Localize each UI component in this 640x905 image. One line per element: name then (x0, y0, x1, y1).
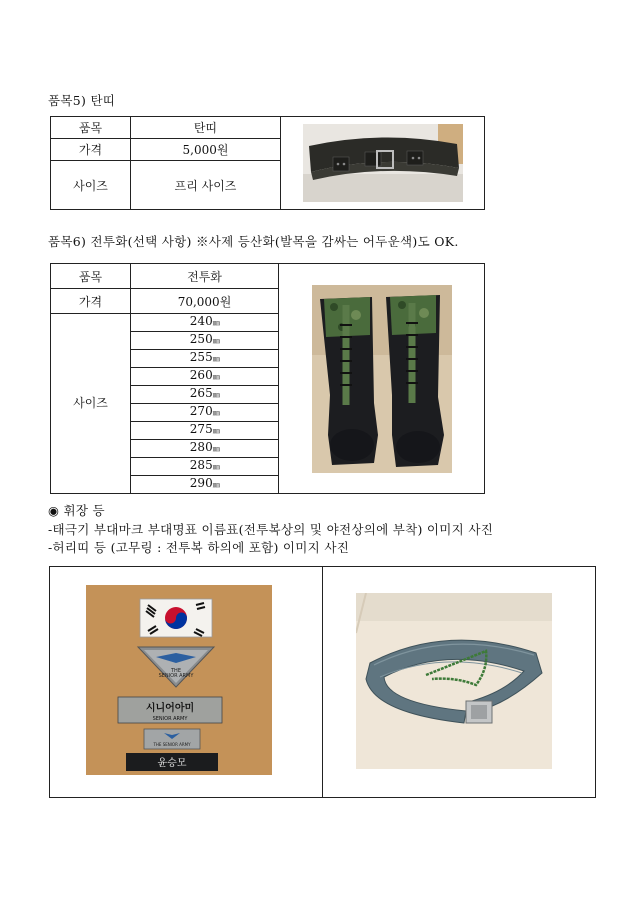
size-unit: ㎜ (212, 373, 220, 381)
size-unit: ㎜ (212, 337, 220, 345)
svg-text:SENIOR ARMY: SENIOR ARMY (158, 673, 194, 679)
size-value: 290 (189, 476, 213, 490)
size-cell (131, 350, 279, 368)
item5-label-size: 사이즈 (51, 161, 131, 210)
insignia-line1: -태극기 부대마크 부대명표 이름표(전투복상의 및 야전상의에 부착) 이미지 사진 (48, 522, 494, 537)
size-cell (131, 314, 279, 332)
svg-text:THE: THE (171, 668, 181, 674)
item6-value-price: 70,000원 (131, 289, 279, 314)
size-value: 275 (189, 422, 213, 436)
item5-value-size: 프리 사이즈 (131, 161, 281, 210)
size-value: 270 (189, 404, 213, 418)
size-unit: ㎜ (212, 391, 220, 399)
item5-value-price: 5,000원 (131, 139, 281, 161)
combat-boots-photo (312, 285, 452, 473)
item6-label-price: 가격 (51, 289, 131, 314)
size-value: 285 (189, 458, 213, 472)
boots-photo-cell (279, 264, 485, 494)
insignia-photo-frame (49, 566, 596, 798)
belt-photo-cell (281, 117, 485, 210)
item5-label-name: 품목 (51, 117, 131, 139)
patches-photo (86, 585, 272, 775)
svg-text:시니어아미: 시니어아미 (145, 703, 195, 714)
size-cell (131, 440, 279, 458)
size-value: 260 (189, 368, 213, 382)
size-cell (131, 404, 279, 422)
size-unit: ㎜ (212, 355, 220, 363)
size-unit: ㎜ (212, 427, 220, 435)
size-cell (131, 458, 279, 476)
size-unit: ㎜ (212, 445, 220, 453)
size-value: 280 (189, 440, 213, 454)
size-value: 250 (189, 332, 213, 346)
size-value: 265 (189, 386, 213, 400)
item5-value-name: 탄띠 (131, 117, 281, 139)
svg-text:SENIOR ARMY: SENIOR ARMY (152, 716, 188, 722)
size-value: 240 (189, 314, 213, 328)
unit-name-patch (118, 697, 222, 723)
frame-divider (322, 567, 323, 797)
item6-label-size: 사이즈 (51, 314, 131, 494)
size-unit: ㎜ (212, 463, 220, 471)
svg-text:윤승모: 윤승모 (157, 758, 187, 769)
insignia-line2: -허리띠 등 (고무링 : 전투복 하의에 포함) 이미지 사진 (48, 540, 350, 555)
item6-heading: 품목6) 전투화(선택 사항) ※사제 등산화(발목을 감싸는 어두운색)도 OK. (48, 234, 459, 249)
size-cell (131, 386, 279, 404)
size-cell (131, 368, 279, 386)
small-badge-patch (144, 729, 200, 749)
item6-label-name: 품목 (51, 264, 131, 289)
insignia-heading: ◉ 휘장 등 (48, 503, 105, 518)
size-cell (131, 332, 279, 350)
item5-table (50, 116, 485, 210)
name-tag-patch (126, 753, 218, 771)
cloth-belt-photo (356, 593, 552, 769)
item5-label-price: 가격 (51, 139, 131, 161)
size-value: 255 (189, 350, 213, 364)
size-cell (131, 476, 279, 494)
ammo-belt-photo (303, 124, 463, 202)
size-cell (131, 422, 279, 440)
size-unit: ㎜ (212, 319, 220, 327)
svg-text:THE SENIOR ARMY: THE SENIOR ARMY (153, 742, 191, 747)
taegukgi-patch (140, 599, 212, 637)
size-unit: ㎜ (212, 409, 220, 417)
item6-table (50, 263, 485, 494)
size-unit: ㎜ (212, 481, 220, 489)
item5-heading: 품목5) 탄띠 (48, 93, 116, 108)
item6-value-name: 전투화 (131, 264, 279, 289)
